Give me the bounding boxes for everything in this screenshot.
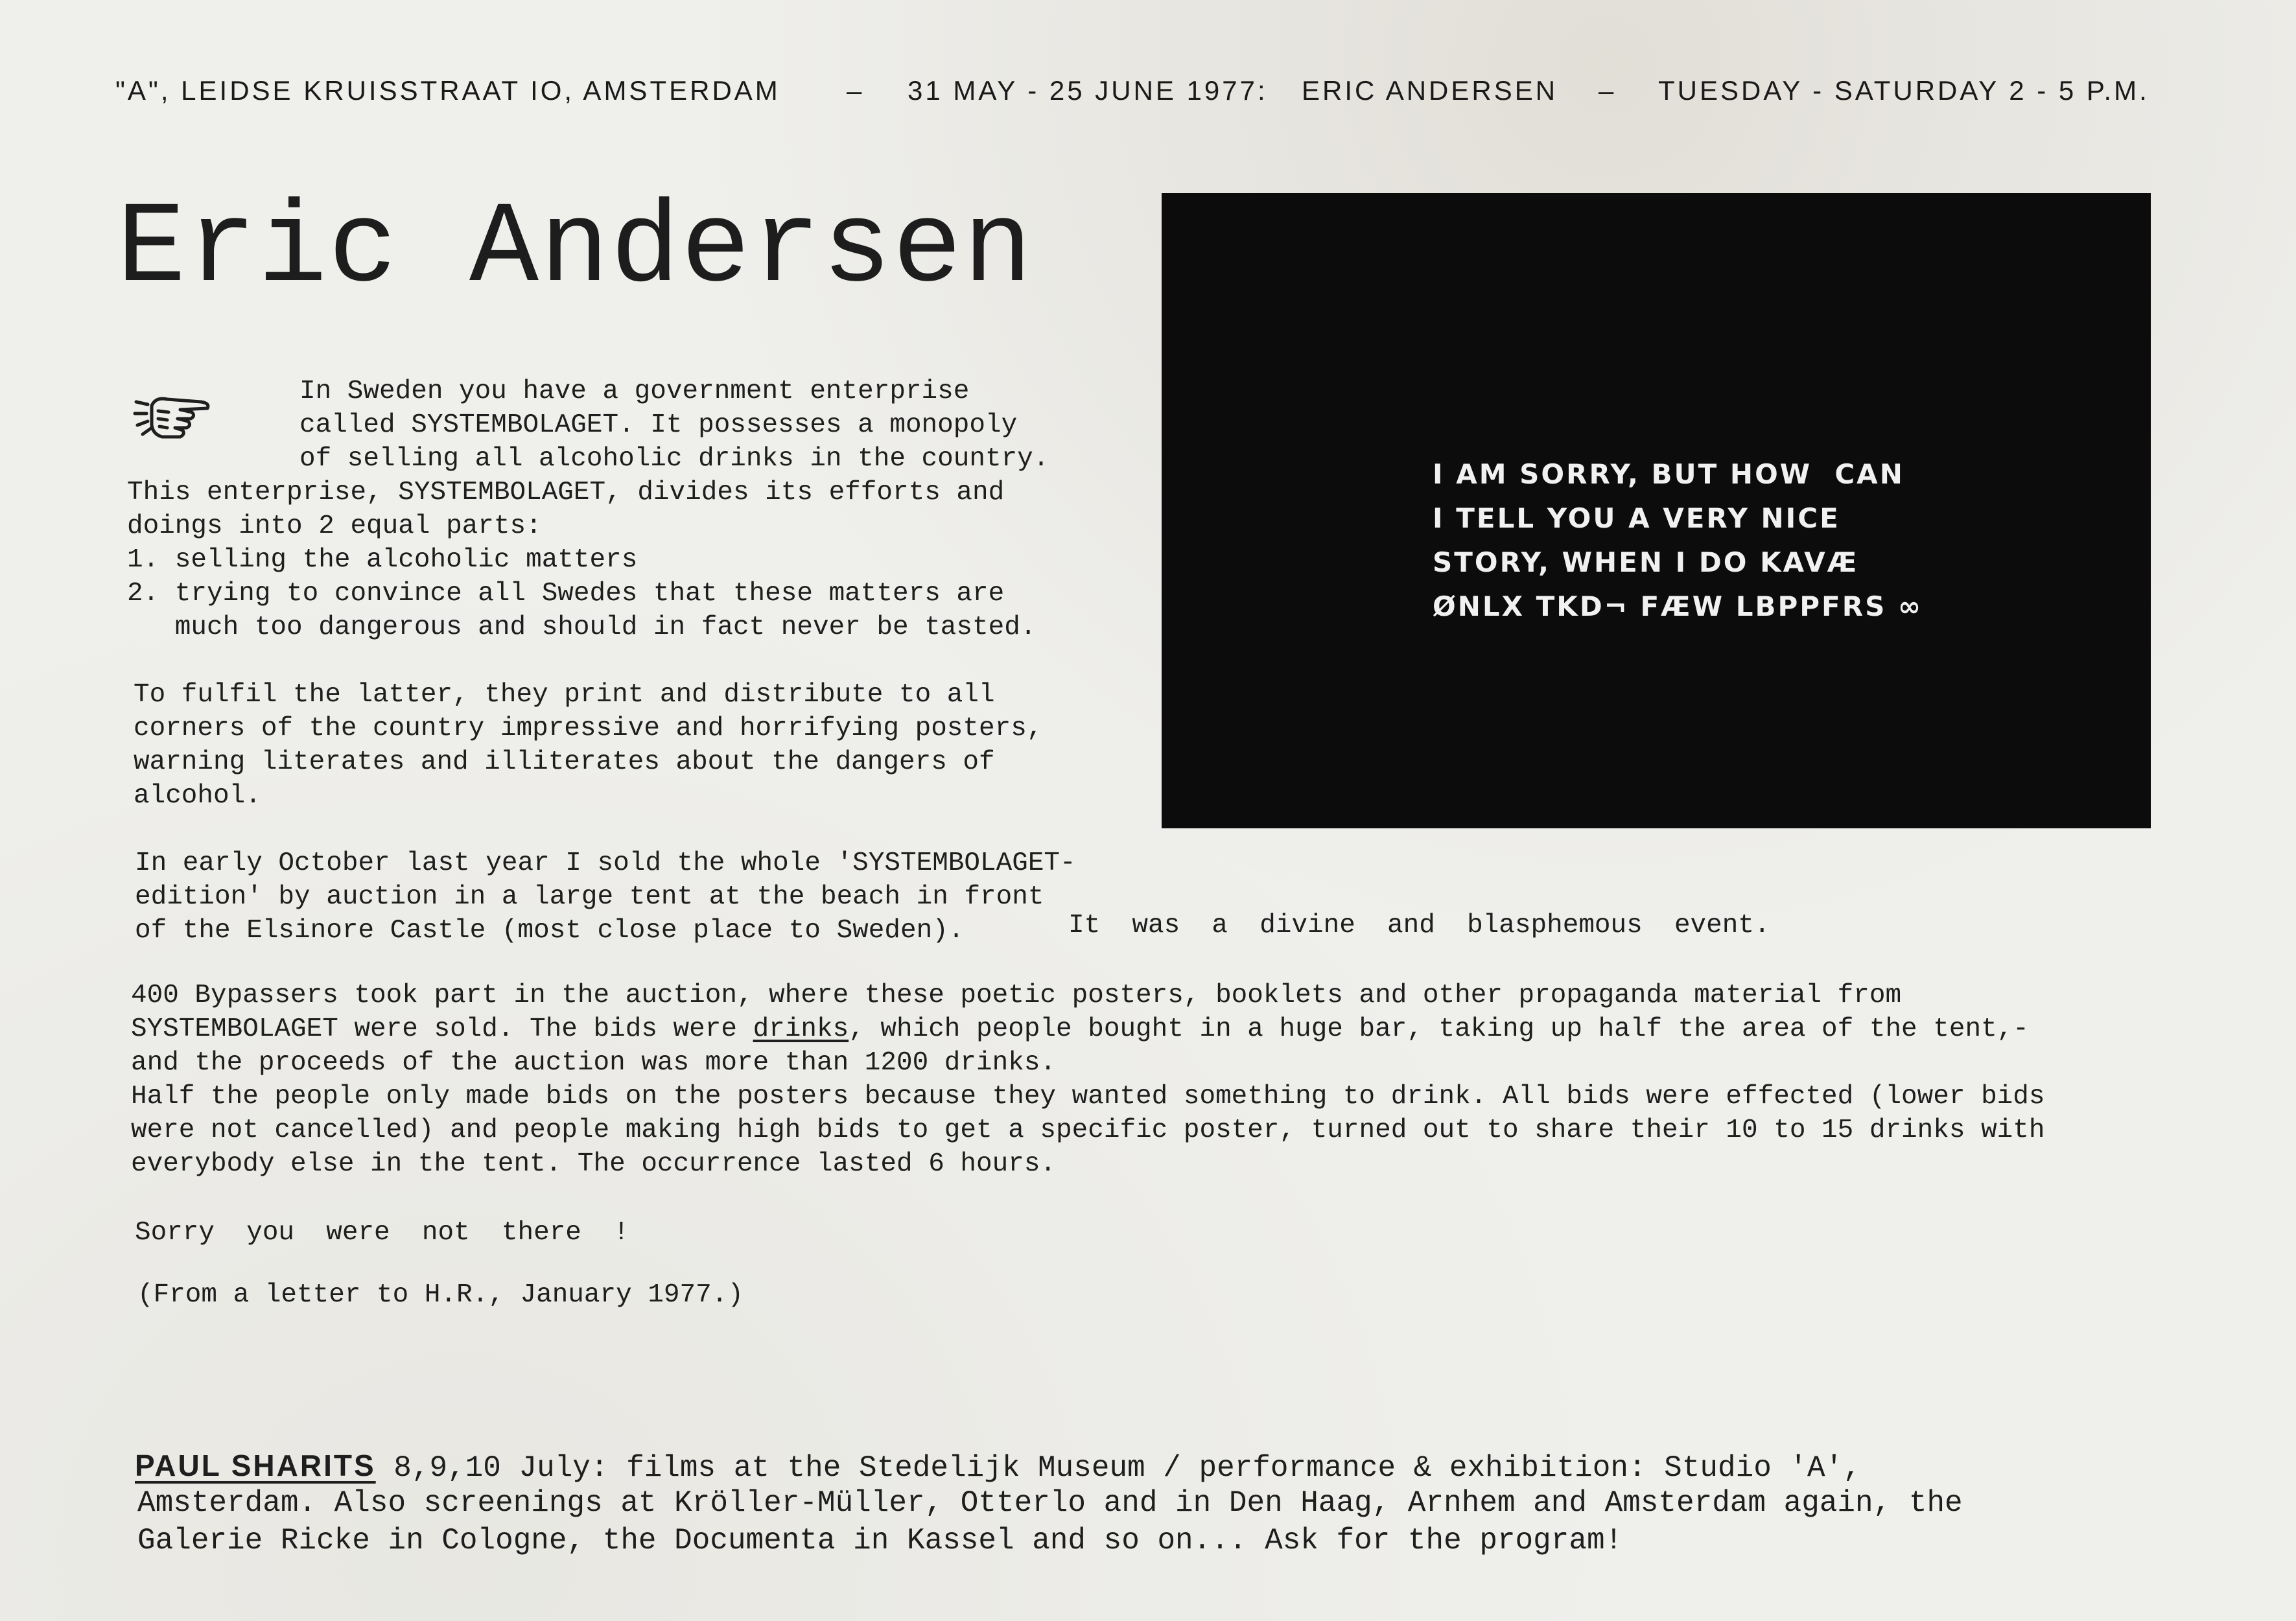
paragraph-line: warning literates and illiterates about the dangers of (134, 747, 995, 777)
photo-panel (1162, 193, 2151, 828)
paragraph-line: alcohol. (134, 781, 261, 811)
header-dash: – (1599, 75, 1617, 106)
paragraph-line: of the Elsinore Castle (most close place to Sweden). (135, 916, 965, 946)
paragraph-line (131, 1012, 2029, 1046)
panel-line: I AM SORRY, BUT HOW CAN (1433, 458, 1904, 490)
panel-line: ØNLX TKD¬ FÆW LBPPFRS ∞ (1433, 590, 1923, 622)
paragraph-line: It was a divine and blasphemous event. (1068, 911, 1770, 940)
list-item: 2. trying to convince all Swedes that these matters are (127, 579, 1005, 609)
sorry-line: Sorry you were not there ! (135, 1218, 629, 1248)
header-venue: "A", LEIDSE KRUISSTRAAT IO, AMSTERDAM (115, 75, 780, 106)
paragraph-line: Half the people only made bids on the posters because they wanted something to drink. All bids were effected (lower bids (131, 1082, 2045, 1112)
text-run: SYSTEMBOLAGET were sold. The bids were (131, 1014, 753, 1044)
paragraph-line: were not cancelled) and people making high bids to get a specific poster, turned out to share their 10 to 15 drinks with (131, 1115, 2045, 1145)
footer-line: Amsterdam. Also screenings at Kröller-Müller, Otterlo and in Den Haag, Arnhem and Amsterdam again, the (137, 1486, 1963, 1520)
header-dash: – (847, 75, 865, 106)
page-title: Eric Andersen (117, 185, 1034, 315)
footer-line (135, 1447, 1861, 1487)
panel-line: I TELL YOU A VERY NICE (1433, 502, 1840, 534)
underlined-word: drinks (753, 1014, 849, 1044)
paragraph-line: To fulfil the latter, they print and distribute to all (134, 680, 995, 710)
paragraph-line: corners of the country impressive and horrifying posters, (134, 714, 1043, 743)
intro-line: called SYSTEMBOLAGET. It possesses a monopoly (299, 410, 1018, 440)
intro-line: This enterprise, SYSTEMBOLAGET, divides its efforts and (127, 478, 1005, 507)
list-item: much too dangerous and should in fact never be tasted. (127, 612, 1037, 642)
footer-text: 8,9,10 July: films at the Stedelijk Museum / performance & exhibition: Studio 'A', (375, 1451, 1861, 1485)
paragraph-line: everybody else in the tent. The occurrence lasted 6 hours. (131, 1149, 1057, 1179)
text-run: , which people bought in a huge bar, taking up half the area of the tent,- (849, 1014, 2029, 1044)
header-strip (115, 75, 2157, 114)
list-item: 1. selling the alcoholic matters (127, 545, 638, 575)
header-artist: ERIC ANDERSEN (1302, 75, 1558, 106)
paragraph-line: edition' by auction in a large tent at the beach in front (135, 882, 1044, 912)
panel-caption (1433, 452, 1923, 629)
intro-line: doings into 2 equal parts: (127, 511, 542, 541)
footer-artist: PAUL SHARITS (135, 1449, 376, 1482)
header-dates: 31 MAY - 25 JUNE 1977: (908, 75, 1268, 106)
intro-line: In Sweden you have a government enterprise (299, 377, 970, 406)
panel-line: STORY, WHEN I DO KAVÆ (1433, 546, 1859, 578)
intro-line: of selling all alcoholic drinks in the country. (299, 444, 1049, 474)
paragraph-line: In early October last year I sold the whole 'SYSTEMBOLAGET- (135, 848, 1076, 878)
header-hours: TUESDAY - SATURDAY 2 - 5 P.M. (1658, 75, 2150, 106)
paragraph-line: 400 Bypassers took part in the auction, where these poetic posters, booklets and other propaganda material from (131, 981, 1902, 1010)
source-note: (From a letter to H.R., January 1977.) (137, 1280, 744, 1310)
paragraph-line: and the proceeds of the auction was more than 1200 drinks. (131, 1048, 1057, 1078)
pointing-hand-icon (130, 382, 220, 447)
footer-line: Galerie Ricke in Cologne, the Documenta in Kassel and so on... Ask for the program! (137, 1524, 1623, 1557)
